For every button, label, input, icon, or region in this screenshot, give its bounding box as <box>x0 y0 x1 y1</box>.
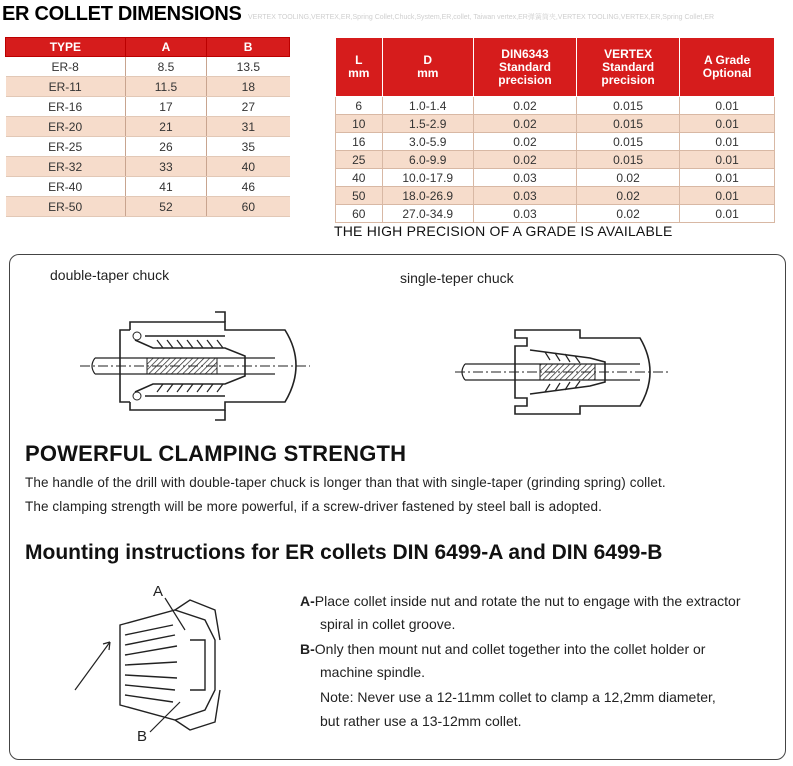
mounting-heading: Mounting instructions for ER collets DIN 6499-A and DIN 6499-B <box>25 541 663 564</box>
table-cell: 0.03 <box>473 187 576 205</box>
table-cell: 25 <box>336 151 383 169</box>
precision-note: THE HIGH PRECISION OF A GRADE IS AVAILABLE <box>334 223 673 239</box>
col-header <box>680 38 775 97</box>
table-row <box>336 205 775 223</box>
col-header <box>382 38 473 97</box>
table-cell: 46 <box>207 177 290 197</box>
table-row <box>336 187 775 205</box>
table-cell: 10 <box>336 115 383 133</box>
table-cell: 18 <box>207 77 290 97</box>
table-cell: 26 <box>125 137 206 157</box>
col-header-line: precision <box>498 72 552 87</box>
table-cell: ER-16 <box>6 97 126 117</box>
table-row <box>6 137 290 157</box>
clamping-text-line1: The handle of the drill with double-taper chuck is longer than that with single-taper (grinding spring) collet. <box>25 475 666 490</box>
table-cell: 17 <box>125 97 206 117</box>
table-cell: 60 <box>336 205 383 223</box>
precision-table-body <box>336 97 775 223</box>
table-cell: 0.01 <box>680 97 775 115</box>
col-header-line: L <box>355 53 363 67</box>
table-cell: 0.01 <box>680 115 775 133</box>
table-cell: 0.01 <box>680 205 775 223</box>
table-row <box>6 117 290 137</box>
table-cell: 0.03 <box>473 205 576 223</box>
precision-table <box>335 37 775 223</box>
table-cell: 31 <box>207 117 290 137</box>
table-cell: 0.03 <box>473 169 576 187</box>
table-cell: 8.5 <box>125 57 206 77</box>
table-cell: 35 <box>207 137 290 157</box>
col-header-line: mm <box>417 66 439 80</box>
table-cell: 3.0-5.9 <box>382 133 473 151</box>
col-header-line: precision <box>601 72 655 87</box>
table-cell: 0.02 <box>473 151 576 169</box>
table-cell: 1.5-2.9 <box>382 115 473 133</box>
table-row <box>6 97 290 117</box>
table-cell: 21 <box>125 117 206 137</box>
table-row <box>336 151 775 169</box>
step-b-line1: Only then mount nut and collet together into the collet holder or <box>314 641 706 657</box>
table-cell: 6 <box>336 97 383 115</box>
table-cell: 0.02 <box>473 97 576 115</box>
col-header-line: DIN6343 <box>501 46 549 61</box>
table-cell: 0.01 <box>680 169 775 187</box>
table-cell: 27 <box>207 97 290 117</box>
table-cell: 40 <box>207 157 290 177</box>
table-cell: 27.0-34.9 <box>382 205 473 223</box>
table-cell: 0.02 <box>577 169 680 187</box>
table-cell: 41 <box>125 177 206 197</box>
step-a-line1: Place collet inside nut and rotate the nut to engage with the extractor <box>314 593 741 609</box>
step-a-line2: spiral in collet groove. <box>320 616 456 632</box>
table-cell: ER-11 <box>6 77 126 97</box>
table-cell: 1.0-1.4 <box>382 97 473 115</box>
table-cell: ER-8 <box>6 57 126 77</box>
col-header <box>577 38 680 97</box>
watermark-text: VERTEX TOOLING,VERTEX,ER,Spring Collet,Chuck,System,ER,collet, Taiwan vertex,ER弹簧筒夹,VERTEX TOOLING,VERTEX,ER,Spring Collet,ER <box>248 14 715 21</box>
table-cell: 60 <box>207 197 290 217</box>
table-row <box>336 115 775 133</box>
table-cell: 18.0-26.9 <box>382 187 473 205</box>
col-header <box>336 38 383 97</box>
label-b: B <box>137 728 148 745</box>
col-header-line: Optional <box>702 66 752 80</box>
collet-size-table <box>5 37 290 217</box>
table-cell: 40 <box>336 169 383 187</box>
col-header-line: mm <box>348 66 370 80</box>
table-cell: ER-25 <box>6 137 126 157</box>
label-a: A <box>153 583 164 600</box>
col-header-b: B <box>207 38 290 57</box>
step-b-line2: machine spindle. <box>320 664 426 680</box>
col-header-a: A <box>125 38 206 57</box>
table-cell: 0.015 <box>577 115 680 133</box>
table-cell: 6.0-9.9 <box>382 151 473 169</box>
step-b <box>300 637 780 661</box>
double-taper-label: double-taper chuck <box>50 267 170 283</box>
table-cell: 52 <box>125 197 206 217</box>
table-row <box>6 177 290 197</box>
col-header-line: Standard <box>602 59 655 74</box>
single-taper-chuck-diagram <box>455 320 675 430</box>
table-cell: 0.02 <box>473 133 576 151</box>
table-cell: ER-32 <box>6 157 126 177</box>
table-row <box>6 157 290 177</box>
note-line2: but rather use a 13-12mm collet. <box>320 713 522 729</box>
table-cell: 50 <box>336 187 383 205</box>
table-cell: 0.02 <box>473 115 576 133</box>
table-cell: 0.015 <box>577 133 680 151</box>
note-line1: Note: Never use a 12-11mm collet to clamp a 12,2mm diameter, <box>320 689 716 705</box>
step-a <box>300 589 780 613</box>
table-cell: 0.02 <box>577 187 680 205</box>
clamping-text-line2: The clamping strength will be more powerful, if a screw-driver fastened by steel ball is adopted. <box>25 499 602 514</box>
col-header-line: Standard <box>498 59 551 74</box>
table-cell: 0.01 <box>680 187 775 205</box>
table-cell: 0.01 <box>680 151 775 169</box>
collet-size-table-body <box>6 57 290 217</box>
single-taper-label: single-teper chuck <box>400 270 514 286</box>
table-cell: 13.5 <box>207 57 290 77</box>
col-header-line: VERTEX <box>604 46 653 61</box>
collet-mounting-diagram <box>65 580 235 750</box>
table-cell: ER-40 <box>6 177 126 197</box>
table-cell: 10.0-17.9 <box>382 169 473 187</box>
table-row <box>6 197 290 217</box>
table-cell: 33 <box>125 157 206 177</box>
table-row <box>6 77 290 97</box>
clamping-heading: POWERFUL CLAMPING STRENGTH <box>25 441 407 466</box>
table-cell: 0.015 <box>577 151 680 169</box>
table-row <box>336 169 775 187</box>
table-cell: 0.02 <box>577 205 680 223</box>
table-row <box>6 57 290 77</box>
col-header <box>473 38 576 97</box>
double-taper-chuck-diagram <box>75 300 315 430</box>
col-header-type: TYPE <box>6 38 126 57</box>
table-cell: 0.015 <box>577 97 680 115</box>
table-cell: 0.01 <box>680 133 775 151</box>
table-row <box>336 133 775 151</box>
step-a-key: A- <box>300 593 315 609</box>
table-row <box>336 97 775 115</box>
col-header-line: A Grade <box>703 53 751 67</box>
step-b-key: B- <box>300 641 315 657</box>
table-cell: ER-50 <box>6 197 126 217</box>
table-cell: 16 <box>336 133 383 151</box>
table-cell: ER-20 <box>6 117 126 137</box>
precision-table-header <box>336 38 775 97</box>
table-cell: 11.5 <box>125 77 206 97</box>
page-title: ER COLLET DIMENSIONS <box>2 3 242 25</box>
col-header-line: D <box>423 53 433 67</box>
